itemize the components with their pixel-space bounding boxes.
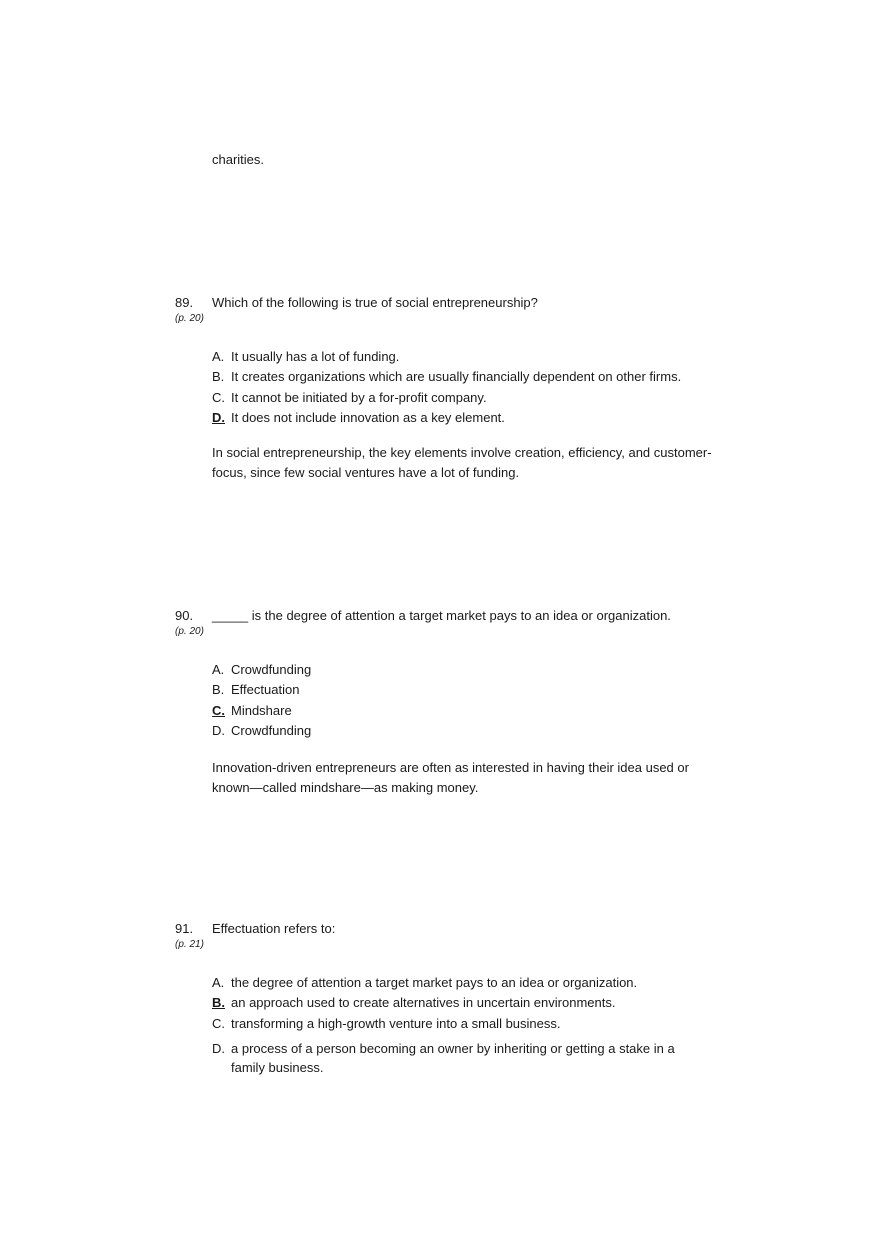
- explanation-line: In social entrepreneurship, the key elements involve creation, efficiency, and customer-: [212, 445, 712, 460]
- page-reference: (p. 20): [175, 313, 204, 324]
- option-c: [212, 1016, 712, 1036]
- question-number: 90.: [175, 608, 194, 623]
- question-text: Effectuation refers to:: [212, 921, 336, 936]
- answer-explanation: [212, 758, 712, 798]
- option-c-correct: [212, 703, 311, 723]
- option-letter: D.: [212, 722, 225, 738]
- option-letter: B.: [212, 682, 225, 698]
- option-a: [212, 975, 712, 995]
- option-letter: C.: [212, 1015, 225, 1031]
- option-text: Crowdfunding: [231, 722, 312, 738]
- option-text: an approach used to create alternatives in uncertain environments.: [231, 995, 616, 1011]
- correct-answer-letter: C.: [212, 702, 225, 718]
- option-text: Crowdfunding: [231, 662, 312, 677]
- option-letter: D.: [212, 1040, 225, 1056]
- question-text: Which of the following is true of social entrepreneurship?: [212, 295, 538, 310]
- question-number: 91.: [175, 921, 194, 936]
- option-text: It usually has a lot of funding.: [231, 349, 400, 364]
- question-number: 89.: [175, 295, 194, 310]
- option-letter: A.: [212, 662, 225, 677]
- page-reference: (p. 20): [175, 626, 204, 637]
- option-d: [212, 1039, 712, 1077]
- explanation-line: known—called mindshare—as making money.: [212, 780, 479, 795]
- option-letter: A.: [212, 975, 225, 990]
- answer-options: [212, 975, 712, 1077]
- option-b: [212, 369, 681, 389]
- question-text: _____ is the degree of attention a target market pays to an idea or organization.: [212, 608, 671, 623]
- correct-answer-letter: B.: [212, 995, 225, 1011]
- option-text: It cannot be initiated by a for-profit company.: [231, 389, 487, 405]
- option-a: [212, 662, 311, 682]
- option-letter: A.: [212, 349, 225, 364]
- option-b: [212, 682, 311, 702]
- option-a: [212, 349, 681, 369]
- answer-options: [212, 349, 681, 430]
- answer-options: [212, 662, 311, 743]
- option-text: transforming a high-growth venture into a small business.: [231, 1015, 561, 1031]
- page-reference: (p. 21): [175, 939, 204, 950]
- option-letter: C.: [212, 389, 225, 405]
- option-text: It creates organizations which are usually financially dependent on other firms.: [231, 369, 682, 385]
- option-text: Effectuation: [231, 682, 300, 698]
- answer-explanation: [212, 443, 712, 483]
- carryover-text: charities.: [212, 152, 265, 167]
- option-c: [212, 390, 681, 410]
- option-b-correct: [212, 995, 712, 1015]
- explanation-line: Innovation-driven entrepreneurs are often as interested in having their idea used or: [212, 760, 689, 775]
- explanation-line: focus, since few social ventures have a lot of funding.: [212, 465, 520, 480]
- option-text: Mindshare: [231, 702, 292, 718]
- option-text: It does not include innovation as a key element.: [231, 409, 505, 425]
- option-d: [212, 723, 311, 743]
- option-d-correct: [212, 410, 681, 430]
- option-text: the degree of attention a target market pays to an idea or organization.: [231, 975, 638, 990]
- correct-answer-letter: D.: [212, 409, 225, 425]
- option-letter: B.: [212, 369, 225, 385]
- option-text: a process of a person becoming an owner by inheriting or getting a stake in a family business.: [231, 1040, 675, 1075]
